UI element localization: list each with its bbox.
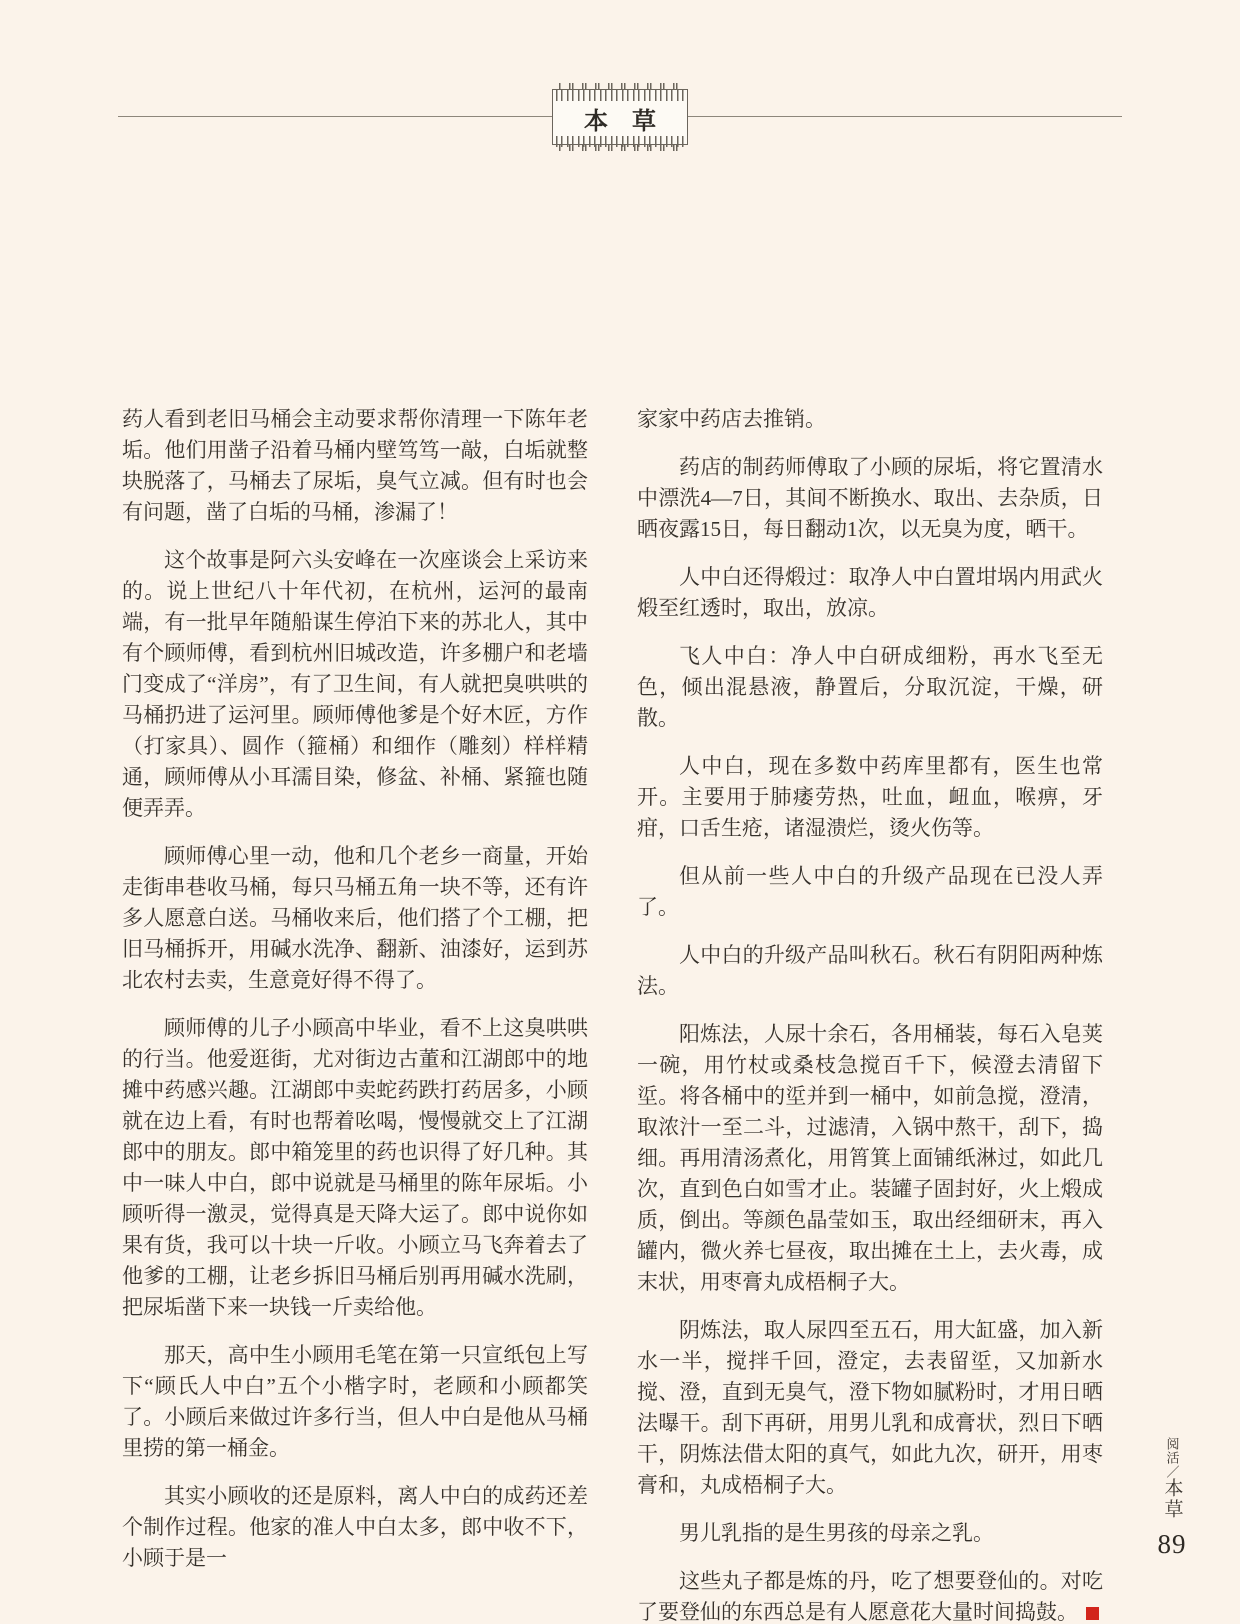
paragraph: 药人看到老旧马桶会主动要求帮你清理一下陈年老垢。他们用凿子沿着马桶内壁笃笃一敲，白垢就整块脱落了，马桶去了尿垢，臭气立减。但有时也会有问题，凿了白垢的马桶，渗漏了！ xyxy=(122,407,588,524)
paragraph: 顾师傅的儿子小顾高中毕业，看不上这臭哄哄的行当。他爱逛街，尤对街边古董和江湖郎中的地摊中药感兴趣。江湖郎中卖蛇药跌打药居多，小顾就在边上看，有时也帮着吆喝，慢慢就交上了江湖郎中的朋友。郎中箱笼里的药也识得了好几种。其中一味人中白，郎中说就是马桶里的陈年尿垢。小顾听得一激灵，觉得真是天降大运了。郎中说你如果有货，我可以十块一斤收。小顾立马飞奔着去了他爹的工棚，让老乡拆旧马桶后别再用碱水洗刷，把尿垢凿下来一块钱一斤卖给他。 xyxy=(122,1016,588,1319)
ornament-teeth-top xyxy=(556,90,684,101)
paragraph: 飞人中白：净人中白研成细粉，再水飞至无色，倾出混悬液，静置后，分取沉淀，干燥，研散。 xyxy=(637,644,1103,730)
paragraph: 顾师傅心里一动，他和几个老乡一商量，开始走街串巷收马桶，每只马桶五角一块不等，还有许多人愿意白送。马桶收来后，他们搭了个工棚，把旧马桶拆开，用碱水洗净、翻新、油漆好，运到苏北农村去卖，生意竟好得不得了。 xyxy=(122,844,588,992)
article-body xyxy=(122,404,1103,1624)
section-title: 本草 xyxy=(584,109,680,135)
paragraph: 男儿乳指的是生男孩的母亲之乳。 xyxy=(679,1521,994,1545)
paragraph: 阳炼法，人尿十余石，各用桶装，每石入皂荚一碗，用竹杖或桑枝急搅百千下，候澄去清留下垽。将各桶中的垽并到一桶中，如前急搅，澄清，取浓汁一至二斗，过滤清，入锅中熬干，刮下，捣细。再用清汤煮化，用筲箕上面铺纸淋过，如此几次，直到色白如雪才止。装罐子固封好，火上煅成质，倒出。等颜色晶莹如玉，取出经细研末，再入罐内，微火养七昼夜，取出摊在土上，去火毒，成末状，用枣膏丸成梧桐子大。 xyxy=(637,1022,1103,1294)
footer-section-name: 本草 xyxy=(1161,1478,1183,1520)
ornament-teeth-bottom xyxy=(556,136,684,147)
paragraph: 家家中药店去推销。 xyxy=(637,407,826,431)
column-left xyxy=(122,404,588,1624)
paragraph: 这个故事是阿六头安峰在一次座谈会上采访来的。说上世纪八十年代初，在杭州，运河的最南端，有一批早年随船谋生停泊下来的苏北人，其中有个顾师傅，看到杭州旧城改造，许多棚户和老墙门变成了“洋房”，有了卫生间，有人就把臭哄哄的马桶扔进了运河里。顾师傅他爹是个好木匠，方作（打家具）、圆作（箍桶）和细作（雕刻）样样精通，顾师傅从小耳濡目染，修盆、补桶、紧箍也随便弄弄。 xyxy=(122,548,588,820)
page-number: 89 xyxy=(1157,1529,1187,1559)
footer-magazine-name: 阅活 xyxy=(1164,1437,1180,1465)
paragraph: 人中白还得煅过：取净人中白置坩埚内用武火煅至红透时，取出，放凉。 xyxy=(637,565,1103,620)
footer-separator: ／ xyxy=(1164,1465,1180,1478)
paragraph: 那天，高中生小顾用毛笔在第一只宣纸包上写下“顾氏人中白”五个小楷字时，老顾和小顾都笑了。小顾后来做过许多行当，但人中白是他从马桶里捞的第一桶金。 xyxy=(122,1343,588,1460)
paragraph: 但从前一些人中白的升级产品现在已没人弄了。 xyxy=(637,864,1103,919)
header-ornament xyxy=(552,89,688,145)
page-footer xyxy=(1150,1437,1194,1560)
paragraph: 人中白的升级产品叫秋石。秋石有阴阳两种炼法。 xyxy=(637,943,1103,998)
paragraph: 其实小顾收的还是原料，离人中白的成药还差个制作过程。他家的准人中白太多，郎中收不下，小顾于是一 xyxy=(122,1484,588,1570)
paragraph: 阴炼法，取人尿四至五石，用大缸盛，加入新水一半，搅拌千回，澄定，去表留垽，又加新水搅、澄，直到无臭气，澄下物如腻粉时，才用日晒法曝干。刮下再研，用男儿乳和成膏状，烈日下晒干，阴炼法借太阳的真气，如此九次，研开，用枣膏和，丸成梧桐子大。 xyxy=(637,1318,1103,1497)
article-end-mark xyxy=(1086,1607,1099,1620)
paragraph: 人中白，现在多数中药库里都有，医生也常开。主要用于肺痿劳热，吐血，衄血，喉痹，牙疳，口舌生疮，诸湿溃烂，烫火伤等。 xyxy=(637,754,1103,840)
column-right xyxy=(637,404,1103,1624)
paragraph: 这些丸子都是炼的丹，吃了想要登仙的。对吃了要登仙的东西总是有人愿意花大量时间捣鼓。 xyxy=(637,1569,1103,1624)
footer-section-label xyxy=(1163,1437,1182,1520)
paragraph: 药店的制药师傅取了小顾的尿垢，将它置清水中漂洗4—7日，其间不断换水、取出、去杂质，日晒夜露15日，每日翻动1次，以无臭为度，晒干。 xyxy=(637,455,1103,541)
